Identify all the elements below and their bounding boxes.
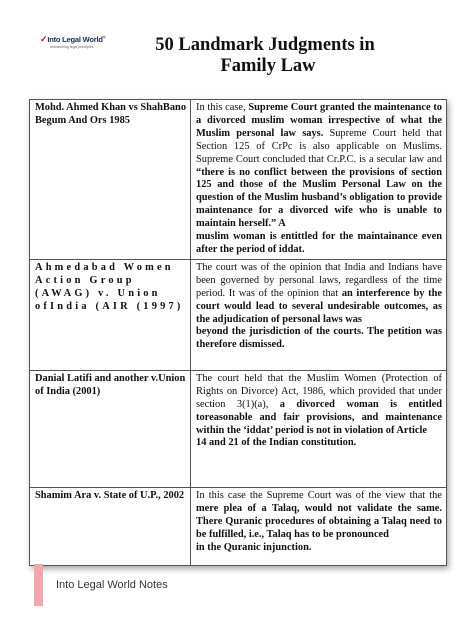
page-title (150, 35, 380, 77)
summary-text: mere plea of a Talaq, would not validate the same. There Quranic procedures of obtaining a Talaq need to be fulfilled, i.e., Talaq has to be pronounced (196, 502, 442, 540)
logo-tagline: researching legal principles (50, 45, 94, 49)
table-row (30, 259, 447, 370)
summary-text: muslim woman is entittled for the maintainance even after the period of iddat. (196, 231, 442, 255)
summary-text: “there is no conflict between the provisions of section 125 and those of the Muslim Personal Law on the question of the Muslim husband’s obligation to provide maintenance for a divorced wife who is unable to maintain herself.” A (196, 166, 442, 230)
summary-text: a divorced woman is entitled toreasonable and fair provisions, and maintenance within the ‘iddat’ period is not in violation of Article (196, 398, 442, 436)
title-line-1: 50 Landmark Judgments in (155, 35, 375, 55)
summary-text: In this case, (196, 102, 249, 113)
summary-text: The court was of the opinion that India and Indians have been governed by personal laws, regardless of the time period. It was of the opinion that (196, 261, 442, 299)
case-name: Mohd. Ahmed Khan vs ShahBano Begum And Ors 1985 (30, 100, 191, 260)
case-name-text: Ahmedabad Women Action Group (AWAG) v. Union ofIndia (AIR (1997) (35, 261, 184, 312)
summary-text: In this case the Supreme Court was of the view that the (196, 489, 442, 501)
table-row (30, 487, 447, 565)
summary-text: 14 and 21 of the Indian constitution. (196, 437, 357, 449)
footer (34, 564, 168, 606)
case-name: Danial Latifi and another v.Union of India (2001) (30, 370, 191, 487)
logo (40, 34, 106, 58)
case-name: Shamim Ara v. State of U.P., 2002 (30, 487, 191, 565)
logo-wordmark: ✓Into Legal World® (40, 34, 106, 44)
summary-text: Supreme Court granted the maintenance to a divorced muslim woman irrespective of what the Muslim personal law says. (196, 102, 442, 139)
title-line-2: Family Law (220, 56, 316, 76)
checkmark-icon: ✓ (40, 34, 48, 44)
summary-text: in the Quranic injunction. (196, 541, 312, 553)
case-summary (191, 259, 447, 370)
summary-text: beyond the jurisdiction of the courts. The petition was therefore dismissed. (196, 326, 442, 351)
footer-text: Into Legal World Notes (56, 579, 168, 591)
judgments-table (29, 99, 447, 566)
summary-text: The court held that the Muslim Women (Protection of Rights on Divorce) Act, 1986, which provided that under section 3(1)(a), (196, 372, 442, 410)
case-summary (191, 487, 447, 565)
table-row (30, 370, 447, 487)
summary-text: an interference by the court would lead to several undesirable outcomes, as the adjudication of personal laws was (196, 287, 442, 325)
summary-text: Supreme Court held that Section 125 of CrPc is also applicable on Muslims. Supreme Court concluded that Cr.P.C. is a secular law and (196, 127, 442, 165)
case-name (30, 259, 191, 370)
case-summary (191, 370, 447, 487)
footer-accent-bar (34, 564, 43, 606)
case-summary (191, 100, 447, 260)
table-row (30, 100, 447, 260)
